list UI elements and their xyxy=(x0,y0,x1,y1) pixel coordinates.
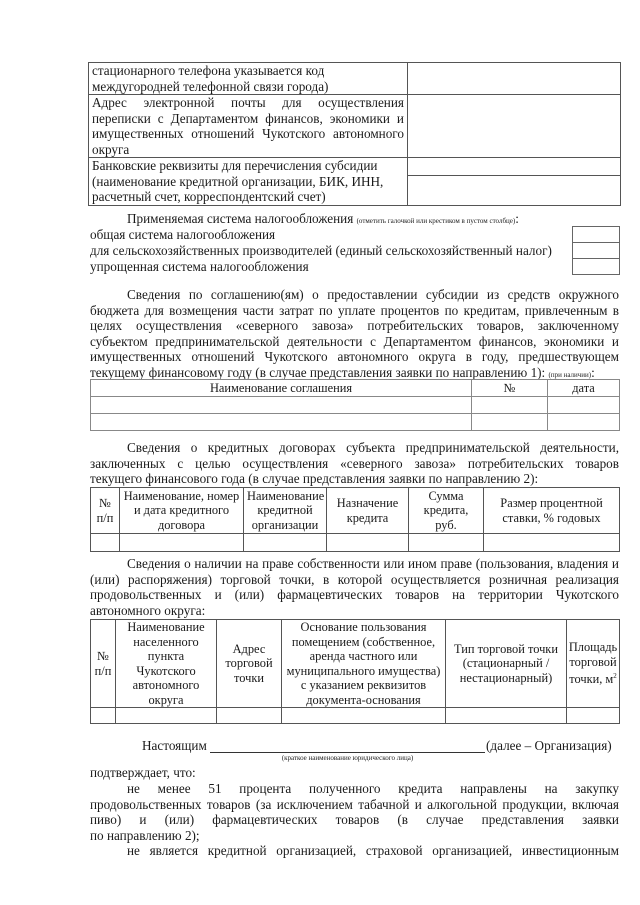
bank-details-value-field-1[interactable] xyxy=(408,158,621,176)
agreement-name-cell[interactable] xyxy=(91,397,472,414)
table-row xyxy=(91,397,620,414)
agreement-number-cell[interactable] xyxy=(472,414,548,431)
text-line: пиво) и (или) фармацевтических товаров (в случае представления заявки xyxy=(90,812,619,827)
tax-option-general-label: общая система налогообложения xyxy=(90,227,276,242)
org-name-caption: (краткое наименование юридического лица) xyxy=(281,754,414,762)
label-line: Адрес электронной почты для осуществления xyxy=(92,95,404,110)
table-row xyxy=(91,414,620,431)
label-line: (наименование кредитной организации, БИК, ИНН, xyxy=(92,173,384,189)
text-line: субъектом предпринимательской деятельности с Департаментом финансов, экономики и xyxy=(90,333,619,349)
credit-contract-cell[interactable] xyxy=(120,534,244,552)
col-header-date: дата xyxy=(548,380,620,397)
text-line: бюджета для возмещения части затрат по уплате процентов по кредитам, привлеченным в xyxy=(90,302,619,318)
table-row xyxy=(91,534,620,552)
contact-details-table xyxy=(88,62,621,206)
confirmation-prefix: Настоящим xyxy=(142,738,207,753)
text-line: Сведения по соглашению(ям) о предоставлении субсидии из средств окружного xyxy=(127,287,619,302)
bank-details-value-field-2[interactable] xyxy=(408,175,621,205)
col-header-address: Адрес торговой точки xyxy=(217,620,282,708)
agreement-date-cell[interactable] xyxy=(548,414,620,431)
col-header-credit-purpose: Назначение кредита xyxy=(327,488,409,534)
row-number-cell[interactable] xyxy=(91,534,120,552)
label-line: имущественных отношений Чукотского автономного xyxy=(92,126,404,141)
agreement-date-cell[interactable] xyxy=(548,397,620,414)
tax-option-general-checkbox[interactable] xyxy=(572,226,620,243)
credit-purpose-cell[interactable] xyxy=(327,534,409,552)
confirms-label: подтверждает, что: xyxy=(90,765,196,780)
trade-points-table xyxy=(90,619,620,724)
area-cell[interactable] xyxy=(567,708,620,724)
tax-system-title: Применяемая система налогообложения xyxy=(127,211,354,226)
col-header-interest-rate: Размер процентной ставки, % годовых xyxy=(484,488,620,534)
col-header-settlement: Наименование населенного пункта Чукотского автономного округа xyxy=(116,620,217,708)
label-line: расчетный счет, корреспондентский счет) xyxy=(92,189,326,204)
text-line: Сведения о кредитных договорах субъекта предпринимательской деятельности, xyxy=(127,440,619,455)
confirmation-suffix: (далее – Организация) xyxy=(486,738,612,753)
credit-org-cell[interactable] xyxy=(244,534,327,552)
col-header-credit-org: Наименование кредитной организации xyxy=(244,488,327,534)
settlement-cell[interactable] xyxy=(116,708,217,724)
col-header-area xyxy=(567,620,620,708)
text-line: продовольственных товаров (за исключением табачной и алкогольной продукции, включая xyxy=(90,796,619,812)
label-line: Банковские реквизиты для перечисления субсидии xyxy=(92,158,378,173)
trade-point-paragraph xyxy=(90,556,619,618)
agreements-table xyxy=(90,379,620,431)
text-line: не является кредитной организацией, страховой организацией, инвестиционным xyxy=(127,843,619,858)
phone-note-label xyxy=(89,63,408,95)
agreement-name-cell[interactable] xyxy=(91,414,472,431)
text-line: продовольственных и (или) фармацевтических товаров на территории Чукотского xyxy=(90,587,619,602)
superscript: 2 xyxy=(613,672,617,681)
col-header-usage-basis: Основание пользования помещением (собственное, аренда частного или муниципального имущества) с указанием реквизитов документа-основания xyxy=(282,620,446,708)
phone-value-field[interactable] xyxy=(408,63,621,95)
tax-option-simplified-label: упрощенная система налогообложения xyxy=(90,259,309,274)
confirmation-item-2 xyxy=(90,843,619,859)
credit-agreements-table xyxy=(90,487,620,552)
text-fragment: текущему финансовому году (в случае представления заявки по направлению 1): xyxy=(90,364,546,380)
text-line: текущего финансового года (в случае представления заявки по направлению 2): xyxy=(90,471,539,486)
area-label: Площадь торговой точки, м xyxy=(568,640,618,687)
text-line: по направлению 2); xyxy=(90,827,200,843)
text-line: Сведения о наличии на праве собственности или ином праве (пользования, владения и xyxy=(127,556,619,571)
text-line: автономного округа: xyxy=(90,602,206,618)
note: (при наличии) xyxy=(548,370,592,379)
table-row xyxy=(91,708,620,724)
usage-basis-cell[interactable] xyxy=(282,708,446,724)
text-line: имущественных отношений Чукотского автономного округа в году, предшествующем xyxy=(90,349,619,364)
col-header-credit-amount: Сумма кредита, руб. xyxy=(409,488,484,534)
interest-rate-cell[interactable] xyxy=(484,534,620,552)
col-header-number: № xyxy=(472,380,548,397)
col-header-row-number: № п/п xyxy=(91,620,116,708)
tax-option-simplified-checkbox[interactable] xyxy=(572,258,620,275)
text-line: заключенных с целью осуществления «северного завоза» потребительских товаров xyxy=(90,455,619,471)
agreement-paragraph xyxy=(90,287,619,383)
address-cell[interactable] xyxy=(217,708,282,724)
col-header-point-type: Тип торговой точки (стационарный / нестационарный) xyxy=(446,620,567,708)
tax-option-agri-checkbox[interactable] xyxy=(572,242,620,259)
email-label xyxy=(89,95,408,158)
col-header-agreement-name: Наименование соглашения xyxy=(91,380,472,397)
org-name-input[interactable] xyxy=(210,738,485,753)
tax-option-agri-label: для сельскохозяйственных производителей (единый сельскохозяйственный налог) xyxy=(90,243,552,258)
text-line: (или) распоряжения) торговой точки, в которой осуществляется розничная реализация xyxy=(90,571,619,587)
text-line: целях осуществления «северного завоза» потребительских товаров, заключенному xyxy=(90,318,619,333)
agreement-number-cell[interactable] xyxy=(472,397,548,414)
email-value-field[interactable] xyxy=(408,95,621,158)
point-type-cell[interactable] xyxy=(446,708,567,724)
confirmation-item-1 xyxy=(90,781,619,843)
label-line: переписки с Департаментом финансов, экономики и xyxy=(92,110,404,126)
label-line: междугородней телефонной связи города) xyxy=(92,78,329,94)
bank-details-label xyxy=(89,158,408,206)
col-header-credit-contract: Наименование, номер и дата кредитного договора xyxy=(120,488,244,534)
col-header-row-number: № п/п xyxy=(91,488,120,534)
punctuation: : xyxy=(515,211,519,226)
tax-system-heading xyxy=(127,211,519,227)
label-line: округа xyxy=(92,141,130,157)
punctuation: : xyxy=(591,364,595,380)
credit-amount-cell[interactable] xyxy=(409,534,484,552)
credit-paragraph xyxy=(90,440,619,487)
tax-system-hint: (отметить галочкой или крестиком в пустом столбце) xyxy=(356,217,516,225)
row-number-cell[interactable] xyxy=(91,708,116,724)
label-line: стационарного телефона указывается код xyxy=(92,63,325,78)
text-line: не менее 51 процента полученного кредита направлены на закупку xyxy=(127,781,619,796)
